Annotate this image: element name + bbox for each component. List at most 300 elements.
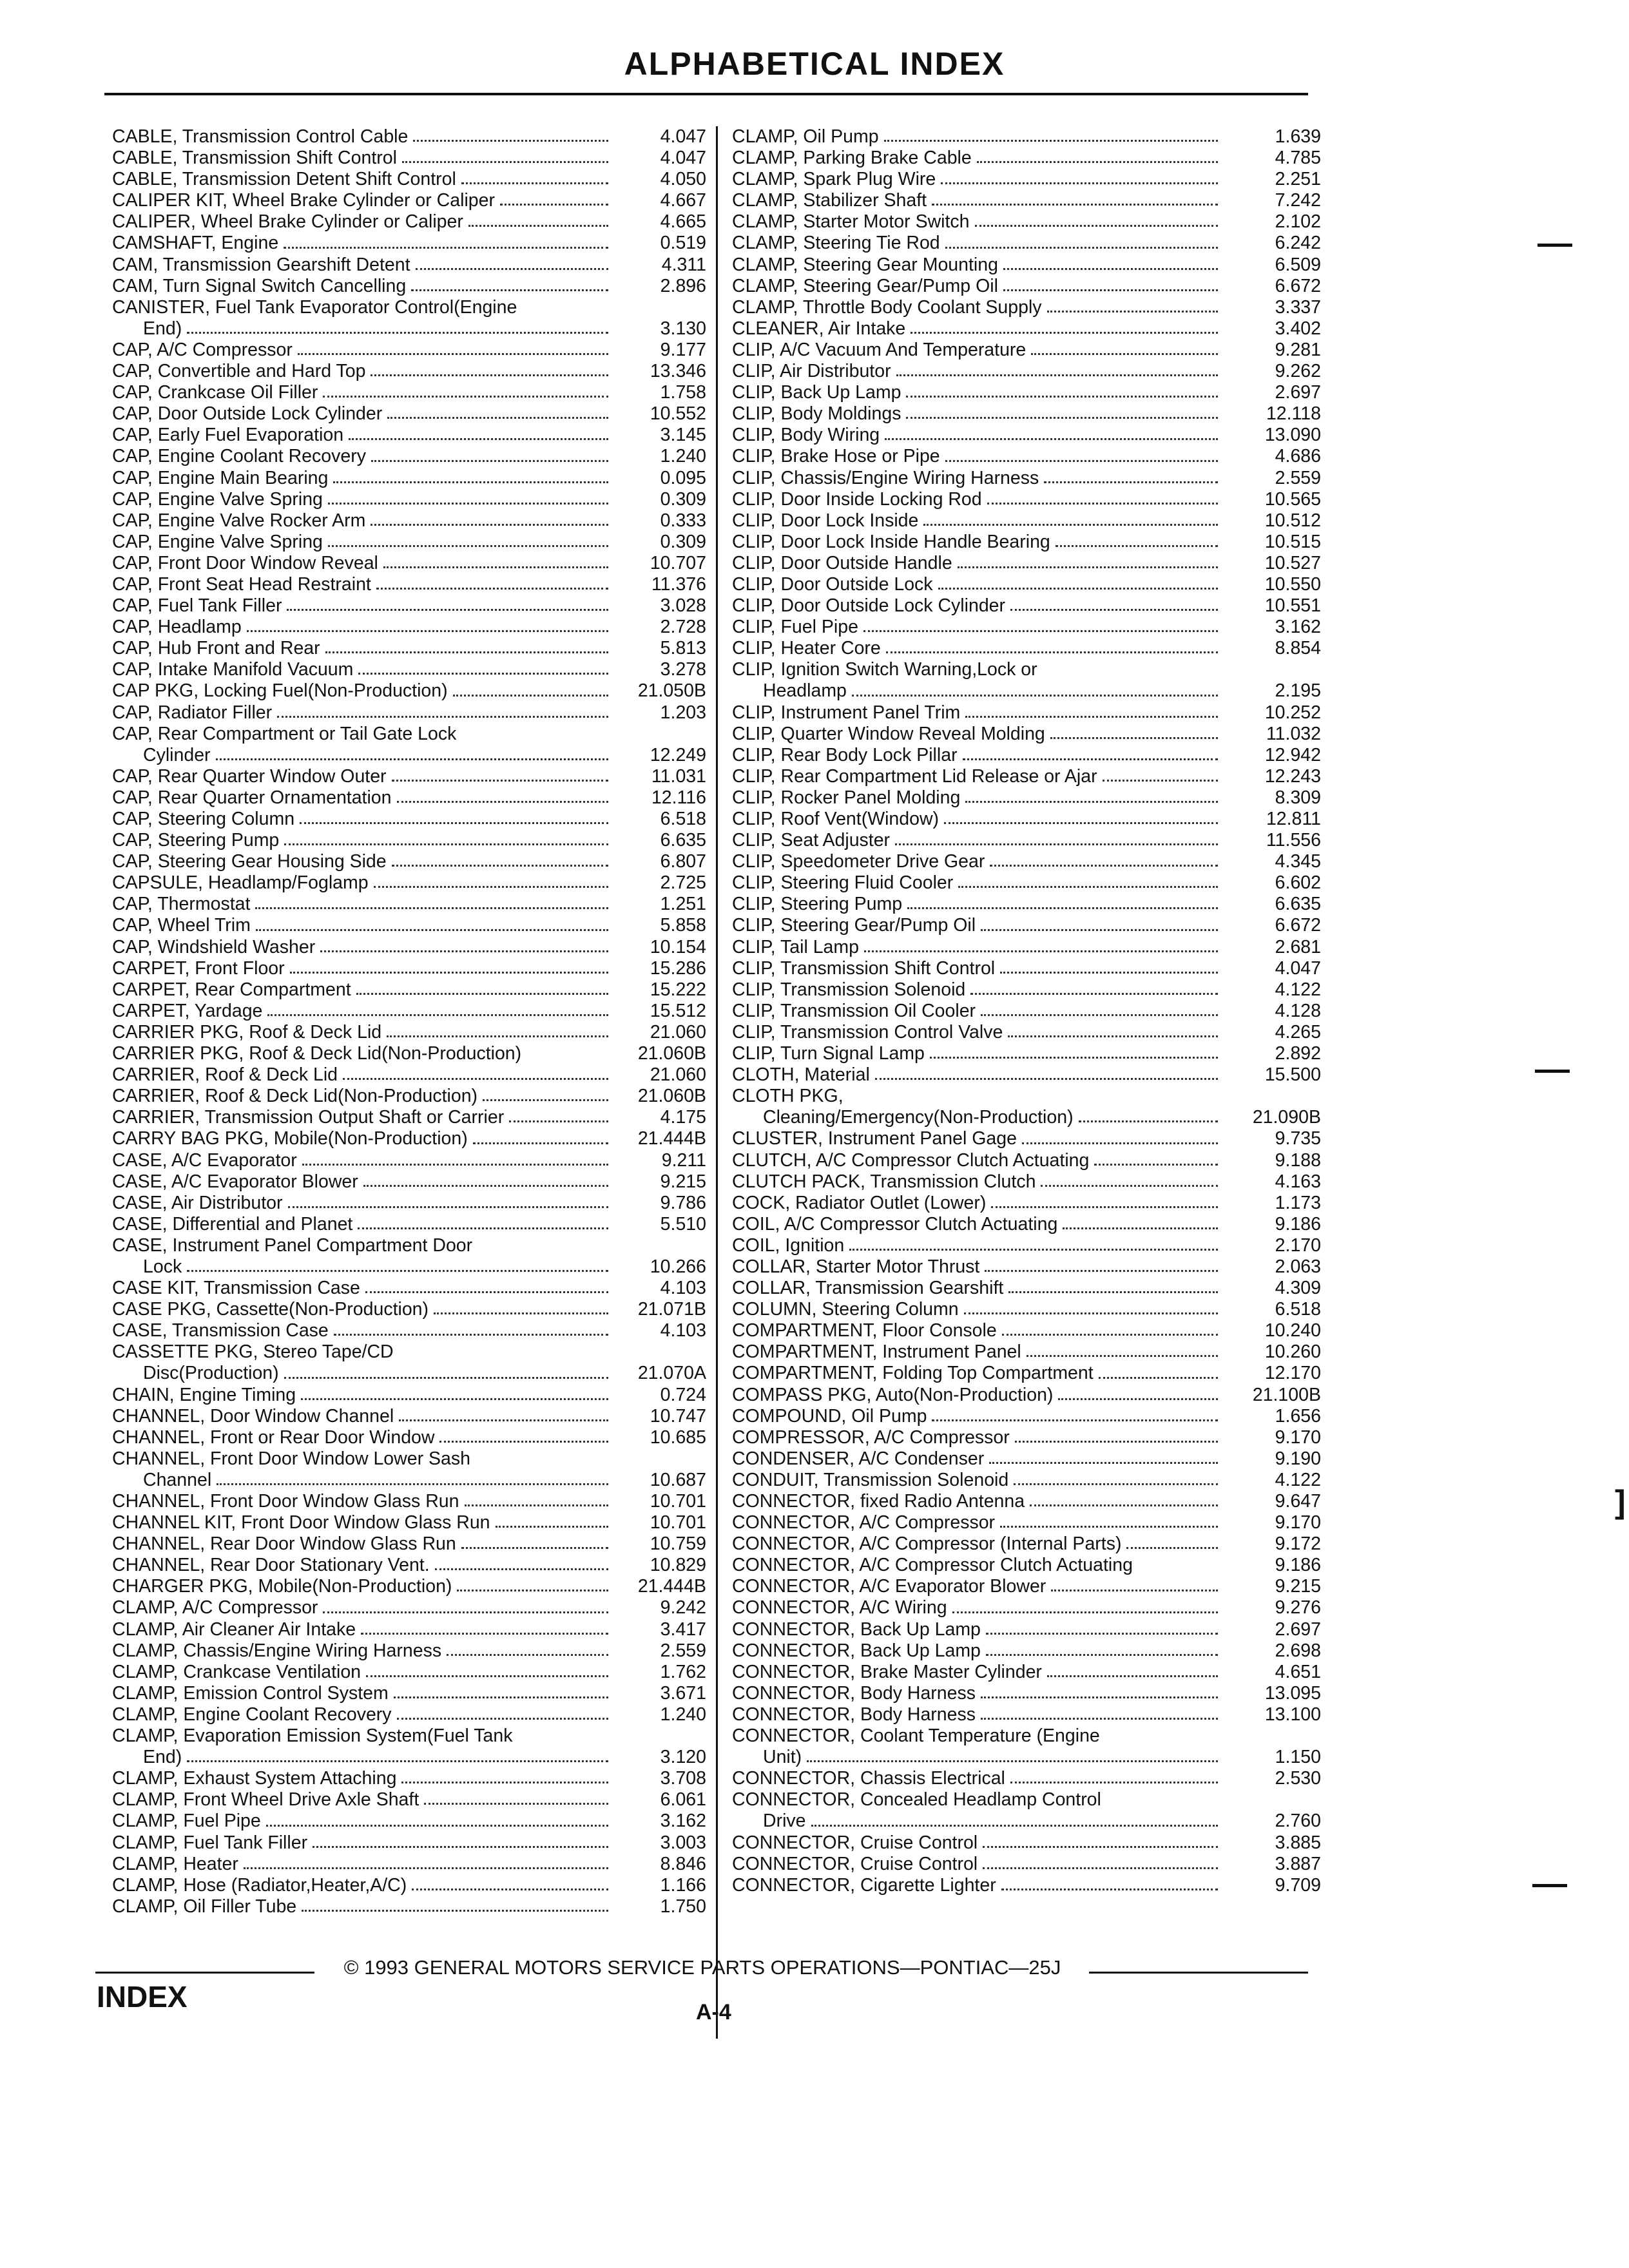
- entry-label: CLIP, Body Moldings: [732, 403, 901, 425]
- leader-dots: [1008, 1291, 1218, 1293]
- leader-dots: [366, 1675, 608, 1677]
- entry-label: CAP, Windshield Washer: [112, 936, 316, 957]
- entry-label: CLUTCH PACK, Transmission Clutch: [732, 1171, 1036, 1192]
- leader-dots: [343, 1078, 608, 1080]
- index-entry: [732, 1320, 1321, 1341]
- entry-page-ref: 4.175: [660, 1107, 706, 1128]
- index-entry: [732, 553, 1321, 574]
- leader-dots: [1044, 481, 1218, 483]
- index-entry: [732, 979, 1321, 1001]
- index-entry: [732, 169, 1321, 190]
- entry-page-ref: 3.028: [660, 595, 706, 617]
- entry-page-ref: 21.444B: [637, 1576, 706, 1597]
- index-entry: [112, 1256, 706, 1278]
- entry-label: CARRIER PKG, Roof & Deck Lid(Non-Production): [112, 1043, 522, 1064]
- leader-dots: [958, 566, 1218, 568]
- entry-page-ref: 4.103: [660, 1320, 706, 1341]
- index-entry: [732, 318, 1321, 340]
- leader-dots: [981, 929, 1218, 931]
- index-entry: [732, 1406, 1321, 1427]
- entry-page-ref: 1.150: [1275, 1747, 1321, 1768]
- index-entry: [732, 382, 1321, 403]
- leader-dots: [944, 822, 1218, 824]
- entry-label: CARRIER PKG, Roof & Deck Lid: [112, 1021, 382, 1043]
- index-entry: [732, 766, 1321, 787]
- entry-page-ref: 10.550: [1264, 573, 1321, 595]
- entry-page-ref: 9.190: [1275, 1448, 1321, 1469]
- index-entry: [112, 489, 706, 510]
- leader-dots: [986, 1633, 1218, 1635]
- entry-page-ref: 4.651: [1275, 1661, 1321, 1682]
- leader-dots: [886, 651, 1218, 653]
- index-entry: [112, 638, 706, 659]
- entry-page-ref: 9.215: [660, 1171, 706, 1192]
- entry-page-ref: 12.116: [651, 787, 706, 808]
- entry-label: CHANNEL, Front or Rear Door Window: [112, 1427, 435, 1448]
- leader-dots: [301, 1398, 608, 1400]
- entry-label: CLIP, Back Up Lamp: [732, 382, 901, 403]
- leader-dots: [323, 1611, 608, 1613]
- entry-page-ref: 2.728: [660, 617, 706, 638]
- index-entry: [112, 1704, 706, 1725]
- index-entry: [732, 1107, 1321, 1128]
- leader-dots: [500, 204, 608, 206]
- entry-page-ref: 11.556: [1266, 830, 1321, 851]
- leader-dots: [284, 1377, 608, 1379]
- entry-label: CAP, Rear Compartment or Tail Gate Lock: [112, 723, 457, 744]
- entry-label: CARRIER, Roof & Deck Lid: [112, 1064, 338, 1086]
- index-entry: [112, 1576, 706, 1597]
- index-entry: [112, 1064, 706, 1086]
- leader-dots: [1015, 1441, 1218, 1443]
- index-entry: [732, 702, 1321, 724]
- entry-page-ref: 4.122: [1275, 1469, 1321, 1490]
- leader-dots: [1094, 1164, 1218, 1166]
- entry-page-ref: 7.242: [1275, 190, 1321, 211]
- leader-dots: [333, 481, 608, 483]
- leader-dots: [323, 396, 608, 398]
- leader-dots: [334, 1334, 608, 1336]
- index-entry: [112, 1854, 706, 1875]
- entry-page-ref: 9.276: [1275, 1597, 1321, 1619]
- leader-dots: [387, 1035, 608, 1037]
- page-number: A-4: [696, 2000, 731, 2024]
- index-entry: [732, 1001, 1321, 1022]
- entry-page-ref: 21.060: [650, 1064, 706, 1086]
- entry-page-ref: 10.527: [1264, 552, 1321, 573]
- entry-label: CONNECTOR, Coolant Temperature (Engine: [732, 1725, 1100, 1747]
- index-entry: [732, 1832, 1321, 1854]
- entry-label: CLIP, Chassis/Engine Wiring Harness: [732, 467, 1039, 488]
- entry-label: CAP, Rear Quarter Ornamentation: [112, 787, 392, 808]
- entry-label: CLIP, Turn Signal Lamp: [732, 1043, 925, 1064]
- entry-page-ref: 3.337: [1275, 296, 1321, 318]
- entry-page-ref: 2.697: [1275, 1619, 1321, 1640]
- leader-dots: [1126, 1547, 1218, 1549]
- entry-page-ref: 3.278: [660, 659, 706, 680]
- index-entry: [732, 1662, 1321, 1683]
- entry-page-ref: 10.551: [1264, 595, 1321, 617]
- leader-dots: [1003, 268, 1218, 270]
- entry-page-ref: 2.681: [1275, 936, 1321, 957]
- index-entry: [732, 1128, 1321, 1149]
- index-entry: [112, 1747, 706, 1768]
- entry-label: CLIP, Steering Fluid Cooler: [732, 872, 954, 894]
- entry-label: CAP, Fuel Tank Filler: [112, 595, 282, 617]
- entry-page-ref: 4.309: [1275, 1278, 1321, 1299]
- entry-label: CLIP, Tail Lamp: [732, 936, 859, 957]
- index-entry: [112, 1385, 706, 1406]
- leader-dots: [290, 972, 608, 974]
- index-entry: [112, 1662, 706, 1683]
- section-label: INDEX: [97, 1980, 188, 2013]
- entry-label: CALIPER, Wheel Brake Cylinder or Caliper: [112, 211, 463, 233]
- index-entry: [112, 468, 706, 489]
- entry-page-ref: 6.672: [1275, 275, 1321, 296]
- entry-label: CHANNEL, Front Door Window Glass Run: [112, 1491, 459, 1512]
- leader-dots: [412, 1888, 608, 1890]
- leader-dots: [932, 204, 1218, 206]
- leader-dots: [376, 588, 608, 590]
- index-entry: [732, 1256, 1321, 1278]
- entry-label: CONNECTOR, A/C Compressor Clutch Actuating: [732, 1555, 1133, 1576]
- index-entry: [112, 276, 706, 297]
- entry-page-ref: 10.701: [650, 1491, 706, 1512]
- leader-dots: [468, 225, 608, 227]
- entry-page-ref: 1.166: [660, 1874, 706, 1896]
- leader-dots: [958, 886, 1218, 888]
- leader-dots: [852, 695, 1218, 697]
- leader-dots: [952, 1611, 1218, 1613]
- entry-page-ref: 0.309: [660, 488, 706, 510]
- entry-page-ref: 2.892: [1275, 1043, 1321, 1064]
- entry-page-ref: 6.509: [1275, 254, 1321, 275]
- entry-page-ref: 12.118: [1266, 403, 1321, 425]
- index-entry: [732, 745, 1321, 766]
- index-entry: [732, 659, 1321, 680]
- entry-label: CLOTH, Material: [732, 1064, 870, 1086]
- entry-page-ref: 3.145: [660, 425, 706, 446]
- entry-label: CLIP, Steering Pump: [732, 894, 903, 915]
- entry-page-ref: 9.709: [1275, 1874, 1321, 1896]
- leader-dots: [807, 1760, 1218, 1762]
- entry-label: CLIP, Transmission Oil Cooler: [732, 1000, 976, 1021]
- index-entry: [732, 1341, 1321, 1363]
- index-entry: [112, 148, 706, 169]
- entry-page-ref: 1.251: [660, 894, 706, 915]
- leader-dots: [302, 1164, 608, 1166]
- index-entry: [112, 851, 706, 872]
- entry-label: CHANNEL, Door Window Channel: [112, 1405, 394, 1427]
- index-entry: [112, 1491, 706, 1512]
- entry-label: Channel: [143, 1469, 212, 1490]
- entry-label: CLIP, Ignition Switch Warning,Lock or: [732, 659, 1037, 680]
- leader-dots: [964, 1312, 1218, 1314]
- index-entry: [112, 211, 706, 233]
- entry-page-ref: 4.785: [1275, 148, 1321, 169]
- index-entry: [112, 937, 706, 958]
- entry-page-ref: 4.103: [660, 1278, 706, 1299]
- entry-label: CHANNEL, Rear Door Window Glass Run: [112, 1533, 456, 1555]
- entry-page-ref: 1.750: [660, 1896, 706, 1917]
- leader-dots: [320, 950, 608, 952]
- index-entry: [112, 659, 706, 680]
- entry-page-ref: 10.552: [650, 403, 706, 425]
- right-index-column: [732, 126, 1321, 1896]
- index-entry: [112, 1725, 706, 1747]
- entry-page-ref: 5.813: [660, 638, 706, 659]
- entry-page-ref: 10.154: [650, 936, 706, 957]
- entry-label: CAP, Engine Valve Spring: [112, 488, 323, 510]
- entry-page-ref: 3.130: [660, 318, 706, 339]
- entry-page-ref: 11.376: [651, 573, 706, 595]
- entry-page-ref: 4.311: [661, 254, 706, 275]
- entry-page-ref: 15.222: [650, 979, 706, 1000]
- margin-mark: [1537, 244, 1572, 247]
- entry-page-ref: 2.530: [1275, 1768, 1321, 1789]
- leader-dots: [473, 1142, 608, 1144]
- leader-dots: [397, 801, 608, 803]
- leader-dots: [932, 1419, 1218, 1421]
- entry-page-ref: 9.211: [661, 1149, 706, 1171]
- entry-page-ref: 9.172: [1275, 1533, 1321, 1555]
- title-rule: [104, 93, 1308, 95]
- entry-label: CLIP, Speedometer Drive Gear: [732, 851, 985, 872]
- index-entry: [112, 1320, 706, 1341]
- entry-label: CLAMP, Steering Tie Rod: [732, 233, 940, 254]
- leader-dots: [906, 396, 1218, 398]
- entry-label: CLAMP, Hose (Radiator,Heater,A/C): [112, 1874, 407, 1896]
- entry-page-ref: 9.242: [660, 1597, 706, 1619]
- entry-label: CAP, Engine Valve Spring: [112, 531, 323, 552]
- entry-page-ref: 10.759: [650, 1533, 706, 1555]
- leader-dots: [965, 801, 1218, 803]
- leader-dots: [987, 503, 1218, 505]
- entry-label: CAP, Door Outside Lock Cylinder: [112, 403, 383, 425]
- index-entry: [112, 1448, 706, 1470]
- entry-page-ref: 9.262: [1275, 361, 1321, 382]
- entry-label: CLIP, Door Lock Inside: [732, 510, 919, 531]
- index-entry: [732, 446, 1321, 467]
- leader-dots: [849, 1249, 1218, 1251]
- entry-page-ref: 12.942: [1264, 744, 1321, 765]
- leader-dots: [1014, 1483, 1218, 1485]
- index-entry: [112, 1555, 706, 1576]
- index-entry: [112, 915, 706, 936]
- index-entry: [732, 1747, 1321, 1768]
- leader-dots: [923, 524, 1218, 526]
- index-entry: [112, 595, 706, 617]
- entry-label: CLAMP, Parking Brake Cable: [732, 148, 972, 169]
- leader-dots: [187, 1760, 608, 1762]
- entry-page-ref: 0.333: [660, 510, 706, 531]
- index-entry: [732, 1512, 1321, 1533]
- entry-page-ref: 6.807: [660, 851, 706, 872]
- entry-page-ref: 1.758: [660, 382, 706, 403]
- entry-label: CAMSHAFT, Engine: [112, 233, 279, 254]
- entry-label: CLAMP, Emission Control System: [112, 1682, 389, 1704]
- entry-page-ref: 12.243: [1264, 765, 1321, 787]
- leader-dots: [284, 843, 608, 845]
- index-entry: [732, 830, 1321, 851]
- leader-dots: [864, 950, 1218, 952]
- entry-page-ref: 4.047: [660, 148, 706, 169]
- leader-dots: [374, 886, 608, 888]
- entry-page-ref: 1.762: [660, 1661, 706, 1682]
- entry-label: CONNECTOR, A/C Compressor: [732, 1512, 996, 1533]
- index-entry: [732, 233, 1321, 254]
- entry-page-ref: 4.686: [1275, 446, 1321, 467]
- entry-page-ref: 21.070A: [637, 1363, 706, 1384]
- leader-dots: [447, 1654, 608, 1656]
- index-entry: [112, 1086, 706, 1107]
- entry-label: CONNECTOR, Brake Master Cylinder: [732, 1661, 1042, 1682]
- entry-label: CONNECTOR, Cruise Control: [732, 1853, 978, 1874]
- index-entry: [732, 190, 1321, 211]
- leader-dots: [277, 716, 608, 718]
- entry-page-ref: 9.735: [1275, 1128, 1321, 1149]
- index-entry: [732, 1193, 1321, 1214]
- entry-label: CLUTCH, A/C Compressor Clutch Actuating: [732, 1149, 1090, 1171]
- index-entry: [112, 574, 706, 595]
- leader-dots: [424, 1803, 608, 1805]
- entry-page-ref: 9.647: [1275, 1491, 1321, 1512]
- leader-dots: [392, 865, 608, 867]
- index-entry: [732, 1235, 1321, 1256]
- leader-dots: [875, 1078, 1218, 1080]
- entry-label: Cleaning/Emergency(Non-Production): [763, 1107, 1074, 1128]
- entry-label: CLOTH PKG,: [732, 1086, 843, 1107]
- index-entry: [732, 1576, 1321, 1597]
- entry-label: COLUMN, Steering Column: [732, 1299, 959, 1320]
- entry-page-ref: 4.667: [660, 190, 706, 211]
- index-entry: [732, 724, 1321, 745]
- entry-page-ref: 10.701: [650, 1512, 706, 1533]
- entry-label: CAP, Steering Column: [112, 809, 295, 829]
- leader-dots: [255, 907, 608, 909]
- entry-page-ref: 4.345: [1275, 851, 1321, 872]
- entry-page-ref: 2.725: [660, 872, 706, 894]
- index-entry: [112, 1107, 706, 1128]
- entry-label: CARRIER, Transmission Output Shaft or Carrier: [112, 1107, 505, 1128]
- entry-label: CLAMP, Front Wheel Drive Axle Shaft: [112, 1789, 419, 1811]
- index-entry: [732, 1811, 1321, 1832]
- leader-dots: [1003, 289, 1218, 291]
- entry-label: CLAMP, Fuel Tank Filler: [112, 1832, 308, 1853]
- leader-dots: [945, 460, 1218, 462]
- index-entry: [112, 233, 706, 254]
- entry-label: CASE, Instrument Panel Compartment Door: [112, 1235, 473, 1256]
- entry-page-ref: 4.163: [1275, 1171, 1321, 1192]
- index-entry: [112, 340, 706, 361]
- margin-bracket: ]: [1615, 1484, 1626, 1520]
- entry-label: CAP, Headlamp: [112, 617, 242, 638]
- entry-label: CLAMP, Stabilizer Shaft: [732, 190, 927, 211]
- entry-label: CLAMP, Exhaust System Attaching: [112, 1768, 397, 1789]
- entry-label: CLEANER, Air Intake: [732, 318, 906, 339]
- leader-dots: [1000, 1526, 1218, 1528]
- entry-label: CLIP, A/C Vacuum And Temperature: [732, 339, 1027, 360]
- leader-dots: [325, 651, 608, 653]
- entry-label: CLIP, Instrument Panel Trim: [732, 702, 961, 723]
- entry-page-ref: 8.846: [660, 1853, 706, 1874]
- index-entry: [112, 1533, 706, 1555]
- entry-page-ref: 21.060B: [637, 1086, 706, 1107]
- entry-page-ref: 0.519: [660, 233, 706, 254]
- entry-label: CONNECTOR, Cruise Control: [732, 1832, 978, 1853]
- entry-label: CAP, Steering Gear Housing Side: [112, 851, 387, 872]
- entry-page-ref: 2.896: [660, 275, 706, 296]
- entry-label: CLAMP, Heater: [112, 1853, 238, 1874]
- index-entry: [112, 425, 706, 446]
- entry-label: CLAMP, Steering Gear Mounting: [732, 254, 998, 275]
- entry-label: CARPET, Front Floor: [112, 957, 285, 979]
- entry-page-ref: 2.063: [1275, 1256, 1321, 1277]
- entry-label: CANISTER, Fuel Tank Evaporator Control(Engine: [112, 296, 517, 318]
- entry-label: CALIPER KIT, Wheel Brake Cylinder or Caliper: [112, 190, 495, 211]
- index-entry: [732, 1491, 1321, 1512]
- entry-label: CLIP, Quarter Window Reveal Molding: [732, 723, 1045, 744]
- index-entry: [732, 276, 1321, 297]
- entry-page-ref: 2.760: [1275, 1811, 1321, 1832]
- index-entry: [732, 1363, 1321, 1384]
- entry-label: CASE PKG, Cassette(Non-Production): [112, 1299, 429, 1320]
- leader-dots: [358, 673, 608, 675]
- entry-label: CLIP, Transmission Control Valve: [732, 1021, 1003, 1043]
- entry-label: End): [143, 318, 182, 339]
- entry-page-ref: 2.102: [1275, 211, 1321, 233]
- entry-label: CAP, Intake Manifold Vacuum: [112, 659, 354, 680]
- leader-dots: [371, 524, 608, 526]
- leader-dots: [361, 1633, 608, 1635]
- entry-label: Drive: [763, 1811, 806, 1832]
- leader-dots: [267, 1014, 608, 1016]
- leader-dots: [328, 545, 608, 547]
- index-entry: [732, 403, 1321, 425]
- index-entry: [112, 1896, 706, 1917]
- leader-dots: [387, 417, 608, 419]
- leader-dots: [1079, 1120, 1218, 1122]
- entry-page-ref: 21.060: [650, 1021, 706, 1043]
- entry-page-ref: 1.240: [660, 446, 706, 467]
- index-entry: [112, 1150, 706, 1171]
- index-entry: [112, 766, 706, 787]
- entry-page-ref: 4.050: [660, 169, 706, 190]
- entry-label: CABLE, Transmission Detent Shift Control: [112, 169, 456, 190]
- entry-label: CABLE, Transmission Shift Control: [112, 148, 397, 169]
- index-entry: [732, 468, 1321, 489]
- leader-dots: [989, 1462, 1218, 1464]
- entry-label: CARRY BAG PKG, Mobile(Non-Production): [112, 1128, 468, 1149]
- entry-page-ref: 4.122: [1275, 979, 1321, 1000]
- index-entry: [732, 937, 1321, 958]
- entry-label: COIL, Ignition: [732, 1235, 845, 1256]
- entry-label: Cylinder: [143, 744, 211, 765]
- index-entry: [112, 297, 706, 318]
- leader-dots: [402, 161, 608, 163]
- entry-label: CLIP, Body Wiring: [732, 425, 880, 446]
- entry-page-ref: 6.635: [1275, 894, 1321, 915]
- entry-label: CAP, Convertible and Hard Top: [112, 361, 366, 382]
- index-entry: [112, 894, 706, 915]
- leader-dots: [416, 268, 609, 270]
- entry-page-ref: 10.829: [650, 1555, 706, 1576]
- entry-label: CAP, Steering Pump: [112, 830, 280, 851]
- leader-dots: [941, 182, 1218, 184]
- entry-page-ref: 21.050B: [637, 680, 706, 702]
- index-entry: [112, 702, 706, 724]
- leader-dots: [358, 1227, 608, 1229]
